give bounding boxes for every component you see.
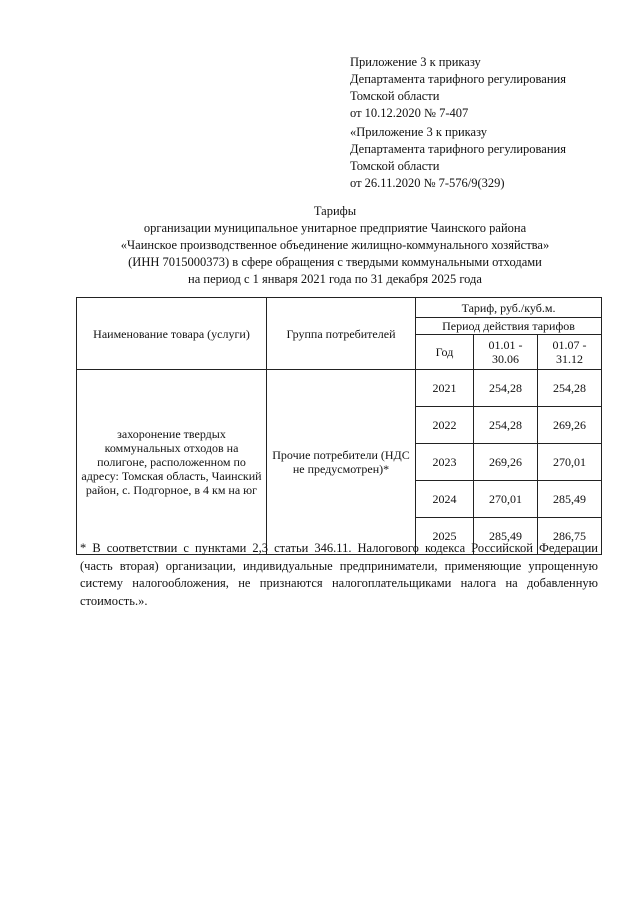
- title-line: «Чаинское производственное объединение жилищно-коммунального хозяйства»: [120, 238, 550, 252]
- title-heading: Тарифы: [313, 204, 357, 218]
- year-cell: 2024: [416, 481, 474, 518]
- tariff-h2-cell: 254,28: [538, 370, 602, 407]
- year-cell: 2021: [416, 370, 474, 407]
- header-second-half: 01.07 - 31.12: [538, 335, 602, 370]
- appendix-line: Приложение 3 к приказу: [350, 55, 481, 69]
- document-title: [70, 203, 600, 288]
- tariff-h1-cell: 254,28: [474, 407, 538, 444]
- appendix-line: Департамента тарифного регулирования: [350, 72, 566, 86]
- tariff-h1-cell: 254,28: [474, 370, 538, 407]
- header-year: Год: [416, 335, 474, 370]
- year-cell: 2023: [416, 444, 474, 481]
- tariff-h2-cell: 285,49: [538, 481, 602, 518]
- title-line: (ИНН 7015000373) в сфере обращения с твердыми коммунальными отходами: [128, 255, 542, 269]
- appendix-line: от 10.12.2020 № 7-407: [350, 106, 469, 120]
- year-cell: 2025: [416, 518, 474, 555]
- header-first-half: 01.01 - 30.06: [474, 335, 538, 370]
- footnote: * В соответствии с пунктами 2,3 статьи 346.11. Налогового кодекса Российской Федерации (часть вторая) организации, индивидуальные предприниматели, применяющие упрощенную систему налогообложения, не признаются налогоплательщиками налога на добавленную стоимость.».: [80, 541, 598, 608]
- appendix-line: Департамента тарифного регулирования: [350, 142, 566, 156]
- consumer-group-cell: Прочие потребители (НДС не предусмотрен)*: [267, 370, 416, 555]
- tariff-table: [76, 297, 602, 555]
- year-cell: 2022: [416, 407, 474, 444]
- tariff-h2-cell: 269,26: [538, 407, 602, 444]
- service-name-cell: захоронение твердых коммунальных отходов на полигоне, расположенном по адресу: Томская область, Чаинский район, с. Подгорное, в 4 км на юг: [77, 370, 267, 555]
- appendix-line: от 26.11.2020 № 7-576/9(329): [350, 176, 505, 190]
- header-tariff: Тариф, руб./куб.м.: [416, 298, 602, 318]
- header-service: Наименование товара (услуги): [77, 298, 267, 370]
- appendix-line: Томской области: [350, 89, 440, 103]
- table-row: [77, 370, 602, 407]
- tariff-h2-cell: 270,01: [538, 444, 602, 481]
- tariff-h1-cell: 269,26: [474, 444, 538, 481]
- title-line: на период с 1 января 2021 года по 31 декабря 2025 года: [188, 272, 482, 286]
- appendix-previous: [350, 124, 566, 192]
- header-consumers: Группа потребителей: [267, 298, 416, 370]
- appendix-line: Томской области: [350, 159, 440, 173]
- appendix-line: «Приложение 3 к приказу: [350, 125, 488, 139]
- header-period: Период действия тарифов: [416, 318, 602, 335]
- tariff-h1-cell: 285,49: [474, 518, 538, 555]
- tariff-h2-cell: 286,75: [538, 518, 602, 555]
- tariff-h1-cell: 270,01: [474, 481, 538, 518]
- title-line: организации муниципальное унитарное предприятие Чаинского района: [143, 221, 527, 235]
- appendix-current: [350, 54, 566, 122]
